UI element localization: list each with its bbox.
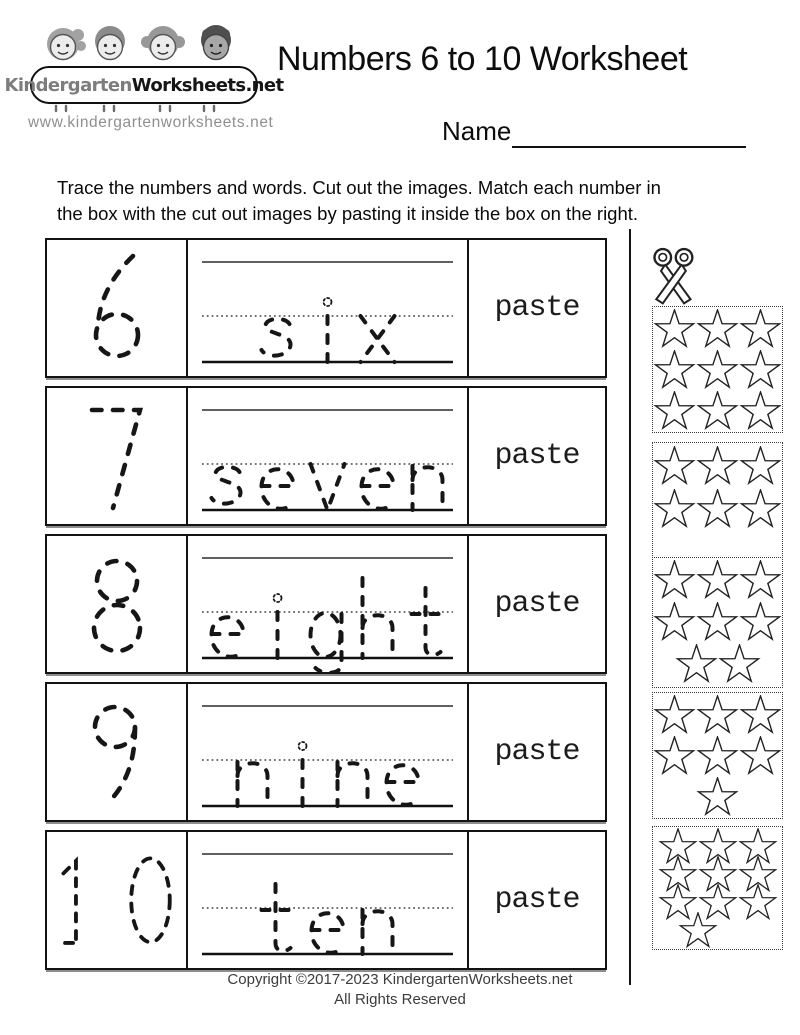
trace-word-eight (188, 536, 467, 672)
star-icon (696, 489, 739, 530)
star-icon (653, 350, 696, 391)
star-icon (696, 391, 739, 432)
name-label: Name (442, 116, 512, 146)
paste-box (469, 240, 605, 376)
trace-word-seven (188, 388, 467, 524)
trace-number-8 (77, 544, 157, 664)
paste-box (469, 536, 605, 672)
star-row (653, 391, 782, 432)
star-icon (696, 736, 739, 777)
instructions-line1: Trace the numbers and words. Cut out the images. Match each number in (57, 177, 661, 198)
instructions-line2: the box with the cut out images by pasting it inside the box on the right. (57, 202, 639, 224)
star-icon (653, 602, 696, 643)
worksheet-row-10 (45, 830, 607, 970)
trace-word-cell (188, 388, 469, 524)
scissors-icon (648, 247, 700, 309)
kids-illustration (40, 22, 240, 70)
rights-text: All Rights Reserved (334, 991, 466, 1008)
star-icon (653, 391, 696, 432)
star-icon (653, 695, 696, 736)
star-row (653, 644, 782, 685)
star-row (653, 560, 782, 601)
trace-number-cell (47, 240, 188, 376)
trace-number-9 (77, 692, 157, 812)
star-icon (739, 560, 782, 601)
star-icon (696, 309, 739, 350)
paste-label: paste (494, 735, 580, 769)
star-icon (653, 560, 696, 601)
kid-girl-1 (47, 28, 86, 60)
trace-word-cell (188, 684, 469, 820)
star-icon (696, 777, 739, 818)
trace-word-nine (188, 684, 467, 820)
paste-label: paste (494, 291, 580, 325)
trace-number-cell (47, 684, 188, 820)
star-icon (696, 446, 739, 487)
star-row (653, 309, 782, 350)
trace-number-7 (77, 396, 157, 516)
kid-boy-2 (201, 25, 231, 60)
trace-word-cell (188, 240, 469, 376)
cutout-box-8-stars (652, 557, 783, 688)
trace-word-six (188, 240, 467, 376)
trace-word-cell (188, 832, 469, 968)
star-icon (678, 912, 718, 950)
star-icon (739, 489, 782, 530)
paste-box (469, 832, 605, 968)
paste-box (469, 684, 605, 820)
kid-boy-1 (95, 26, 125, 60)
paste-label: paste (494, 587, 580, 621)
star-icon (653, 309, 696, 350)
star-icon (739, 602, 782, 643)
trace-number-6 (77, 248, 157, 368)
logo-brand-part2: Worksheets.net (131, 74, 284, 96)
worksheet-row-7 (45, 386, 607, 526)
logo (4, 66, 284, 104)
cutout-box-9-stars (652, 306, 783, 433)
worksheet-row-8 (45, 534, 607, 674)
logo-brand-part1: Kindergarten (4, 74, 132, 96)
cutout-box-10-stars (652, 826, 783, 950)
trace-number-10 (50, 850, 184, 951)
star-icon (739, 446, 782, 487)
worksheet-row-9 (45, 682, 607, 822)
instructions (57, 175, 661, 226)
star-row (653, 602, 782, 643)
star-row (653, 350, 782, 391)
paste-label: paste (494, 439, 580, 473)
paste-box (469, 388, 605, 524)
vertical-divider (629, 229, 631, 985)
star-icon (696, 560, 739, 601)
trace-word-ten (188, 832, 467, 968)
logo-wordmark (5, 75, 284, 96)
star-icon (675, 644, 718, 685)
star-icon (696, 695, 739, 736)
star-row (653, 777, 782, 818)
trace-word-cell (188, 536, 469, 672)
copyright-text: Copyright ©2017-2023 KindergartenWorksheets.net (227, 971, 573, 988)
star-icon (653, 489, 696, 530)
name-blank-line (512, 146, 746, 148)
star-icon (653, 446, 696, 487)
star-row (652, 912, 762, 950)
website-url: www.kindergartenworksheets.net (28, 114, 274, 131)
trace-number-cell (47, 536, 188, 672)
worksheet-row-6 (45, 238, 607, 378)
star-icon (739, 350, 782, 391)
star-icon (739, 391, 782, 432)
cutout-box-7-stars (652, 692, 783, 819)
cutout-box-6-stars (652, 442, 783, 560)
star-icon (653, 736, 696, 777)
page-title: Numbers 6 to 10 Worksheet (277, 40, 688, 78)
star-row (653, 446, 782, 487)
star-icon (739, 309, 782, 350)
star-icon (739, 695, 782, 736)
star-row (653, 695, 782, 736)
trace-number-cell (47, 832, 188, 968)
kid-girl-2 (141, 26, 185, 60)
star-icon (696, 602, 739, 643)
trace-number-cell (47, 388, 188, 524)
star-icon (739, 736, 782, 777)
star-icon (696, 350, 739, 391)
star-icon (718, 644, 761, 685)
star-row (653, 489, 782, 530)
paste-label: paste (494, 883, 580, 917)
star-row (653, 736, 782, 777)
